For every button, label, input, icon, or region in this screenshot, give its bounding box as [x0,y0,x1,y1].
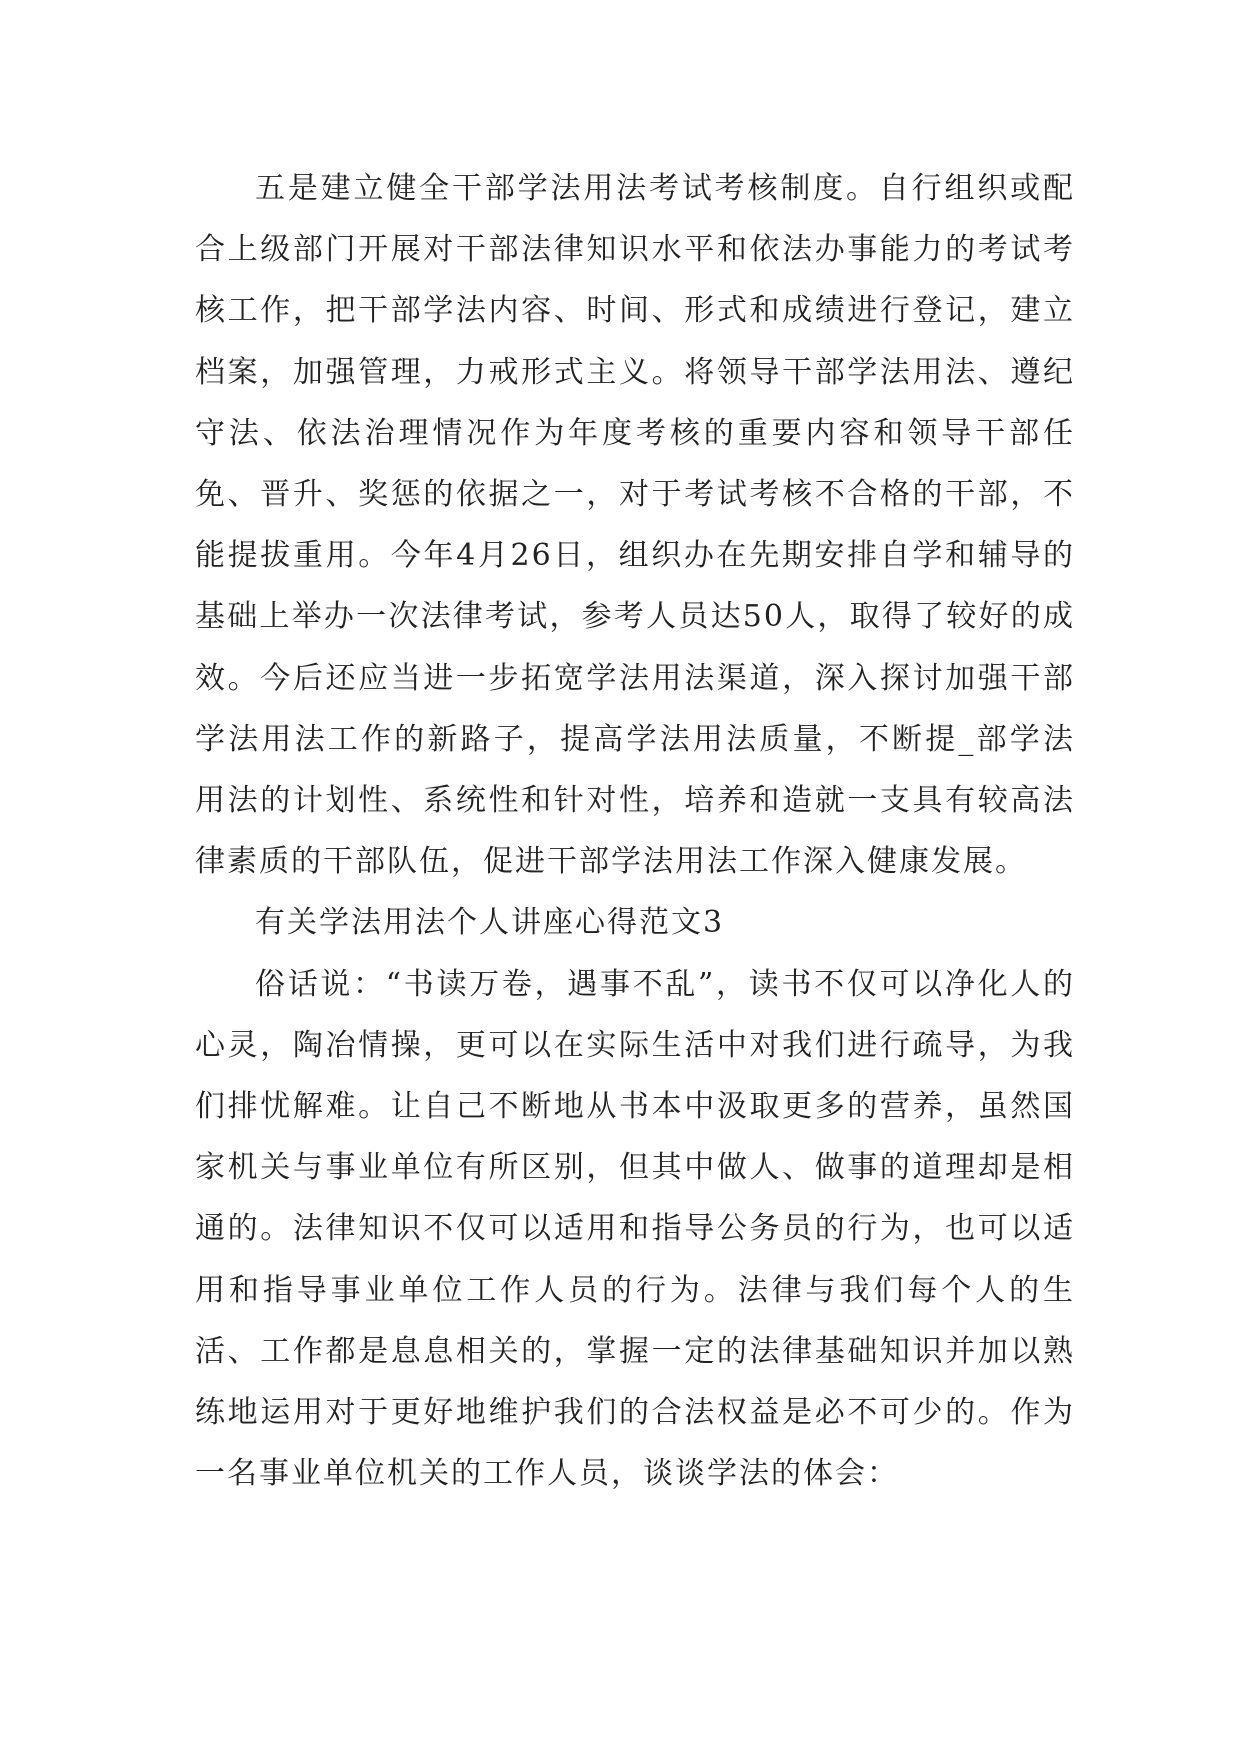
paragraph-reading: 俗话说：“书读万卷，遇事不乱”，读书不仅可以净化人的心灵，陶冶情操，更可以在实际生活中对我们进行疏导，为我们排忧解难。让自己不断地从书本中汲取更多的营养，虽然国家机关与事业单位有所区别，但其中做人、做事的道理却是相通的。法律知识不仅可以适用和指导公务员的行为，也可以适用和指导事业单位工作人员的行为。法律与我们每个人的生活、工作都是息息相关的，掌握一定的法律基础知识并加以熟练地运用对于更好地维护我们的合法权益是必不可少的。作为一名事业单位机关的工作人员，谈谈学法的体会： [195,966,1075,1492]
section-heading: 有关学法用法个人讲座心得范文3 [255,905,725,941]
document-body [195,158,1075,1504]
paragraph-exam-system: 五是建立健全干部学法用法考试考核制度。自行组织或配合上级部门开展对干部法律知识水平和依法办事能力的考试考核工作，把干部学法内容、时间、形式和成绩进行登记，建立档案，加强管理，力戒形式主义。将领导干部学法用法、遵纪守法、依法治理情况作为年度考核的重要内容和领导干部任免、晋升、奖惩的依据之一，对于考试考核不合格的干部，不能提拔重用。今年4月26日，组织办在先期安排自学和辅导的基础上举办一次法律考试，参考人员达50人，取得了较好的成效。今后还应当进一步拓宽学法用法渠道，深入探讨加强干部学法用法工作的新路子，提高学法用法质量，不断提_部学法用法的计划性、系统性和针对性，培养和造就一支具有较高法律素质的干部队伍，促进干部学法用法工作深入健康发展。 [195,171,1075,880]
